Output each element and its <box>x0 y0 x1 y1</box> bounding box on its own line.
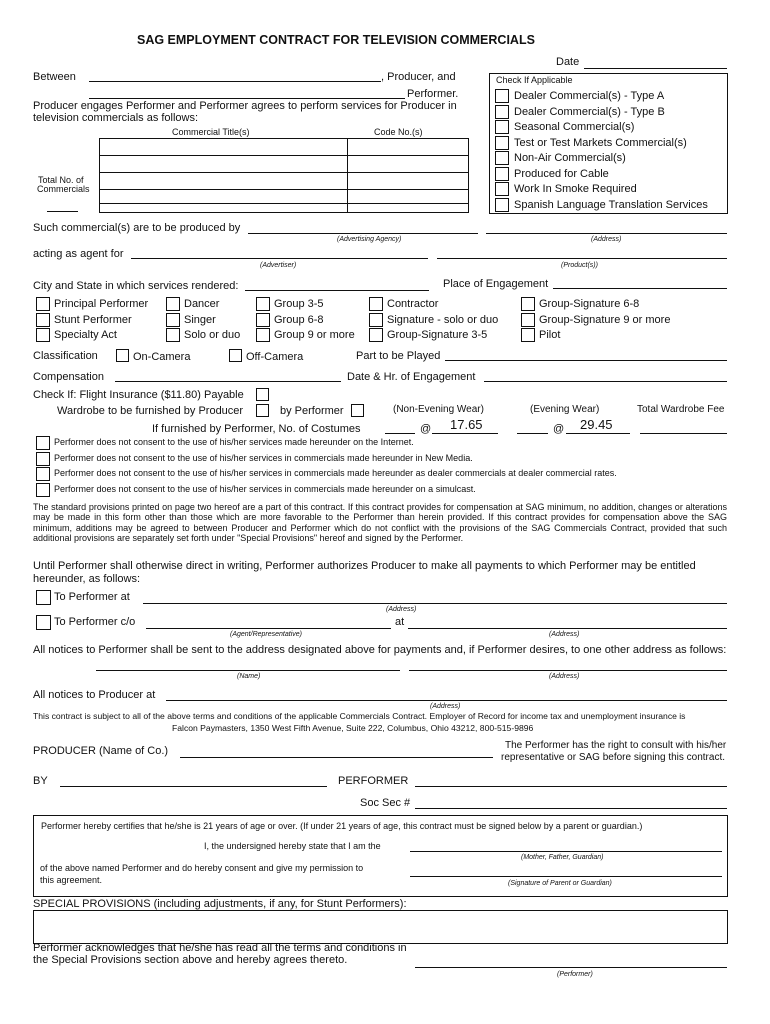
engages-line-1: Producer engages Performer and Performer agrees to perform services for Producer in <box>33 100 457 112</box>
payments-text: Until Performer shall otherwise direct in writing, Performer authorizes Producer to make all payments to which Performer may be entitled hereunder, as follows: <box>33 560 696 585</box>
on-camera-checkbox[interactable] <box>116 349 129 362</box>
name-caption: (Name) <box>237 673 261 680</box>
consent-label: Performer does not consent to the use of his/her services in commercials made hereunder in New Media. <box>54 452 473 463</box>
agent-address-field[interactable] <box>408 628 727 629</box>
special-provisions-field[interactable] <box>33 910 728 944</box>
notices-performer-text: All notices to Performer shall be sent to the address designated above for payments and, if Performer desires, to one other address as follows: <box>33 644 727 656</box>
city-label: City and State in which services rendered: <box>33 280 239 292</box>
soc-sec-field[interactable] <box>415 808 727 809</box>
category-checkbox[interactable] <box>369 328 383 342</box>
city-field[interactable] <box>245 290 429 291</box>
applicable-checkbox[interactable] <box>495 167 509 181</box>
applicable-label: Produced for Cable <box>514 167 609 180</box>
category-checkbox[interactable] <box>166 328 180 342</box>
address-caption-2: (Address) <box>549 631 580 638</box>
total-wardrobe-fee-label: Total Wardrobe Fee <box>637 404 725 415</box>
applicable-label: Non-Air Commercial(s) <box>514 152 626 164</box>
evening-rate: 29.45 <box>580 417 613 432</box>
to-performer-label: To Performer at <box>54 591 130 603</box>
notice-address-field[interactable] <box>409 670 727 671</box>
consent-checkbox[interactable] <box>36 452 50 466</box>
total-commercials-label-2: Commercials <box>37 184 90 194</box>
applicable-label: Dealer Commercial(s) - Type A <box>514 90 665 102</box>
soc-sec-label: Soc Sec # <box>360 797 411 809</box>
category-label: Group 6-8 <box>274 313 324 326</box>
date-hr-label: Date & Hr. of Engagement <box>347 371 476 383</box>
costumes-count-field[interactable] <box>385 433 415 434</box>
category-label: Group 3-5 <box>274 298 324 310</box>
category-label: Group-Signature 3-5 <box>387 329 488 341</box>
date-label: Date <box>556 56 580 68</box>
producer-name-label: PRODUCER (Name of Co.) <box>33 745 169 757</box>
category-checkbox[interactable] <box>36 328 50 342</box>
category-checkbox[interactable] <box>521 297 535 311</box>
evening-label: (Evening Wear) <box>530 404 600 415</box>
compensation-label: Compensation <box>33 371 104 383</box>
applicable-label: Work In Smoke Required <box>514 183 637 195</box>
to-performer-co-label: To Performer c/o <box>54 616 136 628</box>
non-evening-rate: 17.65 <box>450 417 483 432</box>
consent-text-2: this agreement. <box>40 875 103 885</box>
category-checkbox[interactable] <box>36 297 50 311</box>
address-caption-4: (Address) <box>430 703 461 710</box>
category-checkbox[interactable] <box>166 313 180 327</box>
agent-field[interactable] <box>146 628 391 629</box>
at-label: at <box>395 616 405 628</box>
applicable-checkbox[interactable] <box>495 151 509 165</box>
address-caption-1: (Address) <box>386 606 417 613</box>
producer-name-field[interactable] <box>180 757 493 758</box>
titles-table <box>99 138 469 213</box>
guardian-signature-caption: (Signature of Parent or Guardian) <box>508 880 612 887</box>
applicable-checkbox[interactable] <box>495 120 509 134</box>
subject-text-2: Falcon Paymasters, 1350 West Fifth Avenue, Suite 222, Columbus, Ohio 43212, 800-515-9896 <box>172 723 534 733</box>
agent-for-label: acting as agent for <box>33 248 124 260</box>
applicable-label: Spanish Language Translation Services <box>514 198 708 211</box>
acknowledge-text-1: Performer acknowledges that he/she has read all the terms and conditions in <box>33 942 407 954</box>
category-checkbox[interactable] <box>166 297 180 311</box>
to-performer-checkbox[interactable] <box>36 590 51 605</box>
consult-text-2: representative or SAG before signing this contract. <box>501 752 726 763</box>
flight-insurance-checkbox[interactable] <box>256 388 269 401</box>
consent-text-1: of the above named Performer and do hereby consent and give my permission to <box>40 863 364 873</box>
agency-field[interactable] <box>248 233 478 234</box>
part-played-field[interactable] <box>445 360 727 361</box>
costumes-label: If furnished by Performer, No. of Costumes <box>152 423 361 435</box>
notices-producer-label: All notices to Producer at <box>33 689 156 701</box>
place-field[interactable] <box>553 288 727 289</box>
advertiser-field[interactable] <box>131 258 428 259</box>
titles-column-header: Commercial Title(s) <box>172 127 250 137</box>
category-label: Group-Signature 9 or more <box>539 313 671 326</box>
guardian-signature-field[interactable] <box>410 876 722 877</box>
applicable-checkbox[interactable] <box>495 89 509 103</box>
category-label: Dancer <box>184 298 220 310</box>
category-checkbox[interactable] <box>521 313 535 327</box>
applicable-label: Test or Test Markets Commercial(s) <box>514 136 687 149</box>
consult-text-1: The Performer has the right to consult with his/her <box>505 740 727 751</box>
wardrobe-producer-label: Wardrobe to be furnished by Producer <box>57 405 244 417</box>
performer-signature-label: PERFORMER <box>338 775 409 787</box>
category-label: Principal Performer <box>54 298 149 310</box>
applicable-checkbox[interactable] <box>495 136 509 150</box>
products-field[interactable] <box>437 258 727 259</box>
page-title: SAG EMPLOYMENT CONTRACT FOR TELEVISION COMMERCIALS <box>137 33 535 47</box>
acknowledge-text-2: the Special Provisions section above and hereby agrees thereto. <box>33 954 348 966</box>
special-provisions-label: SPECIAL PROVISIONS (including adjustments, if any, for Stunt Performers): <box>33 898 407 910</box>
agency-caption: (Advertising Agency) <box>337 236 402 243</box>
certify-text: Performer hereby certifies that he/she is 21 years of age or over. (If under 21 years of age, this contract must be signed below by a parent or guardian.) <box>41 821 643 831</box>
consent-checkbox[interactable] <box>36 467 50 481</box>
off-camera-checkbox[interactable] <box>229 349 242 362</box>
performer-acknowledge-field[interactable] <box>415 967 727 968</box>
undersigned-text: I, the undersigned hereby state that I am the <box>204 841 381 851</box>
producer-field[interactable] <box>89 81 381 82</box>
performer-caption: (Performer) <box>557 971 593 978</box>
subject-text-1: This contract is subject to all of the above terms and conditions of the applicable Commercials Contract. Employer of Record for income tax and unemployment insurance is <box>33 711 686 721</box>
check-applicable-heading: Check If Applicable <box>496 75 573 85</box>
agency-address-field[interactable] <box>486 233 727 234</box>
consent-label: Performer does not consent to the use of his/her services made hereunder on the Internet. <box>54 437 414 447</box>
category-label: Group 9 or more <box>274 329 355 341</box>
category-checkbox[interactable] <box>521 328 535 342</box>
non-evening-label: (Non-Evening Wear) <box>393 404 484 415</box>
classification-label: Classification <box>33 350 98 362</box>
between-label: Between <box>33 71 76 83</box>
total-commercials-label-1: Total No. of <box>38 175 84 185</box>
producer-and-label: , Producer, and <box>381 71 456 83</box>
notice-name-field[interactable] <box>96 670 400 671</box>
applicable-label: Dealer Commercial(s) - Type B <box>514 105 665 118</box>
consent-checkbox[interactable] <box>36 436 50 450</box>
compensation-field[interactable] <box>115 381 341 382</box>
standard-provisions-text: The standard provisions printed on page two hereof are a part of this contract. If this contract provides for compensation at SAG minimum, no addition, changes or alterations may be made in this form other than those which are more favorable to the Performer than herein provided. If this contract provides for compensation above the SAG minimum, additions may be agreed to between Producer and Performer which do not conflict with the provisions of the SAG Commercials Contract, provided that such additional provisions are separately set forth under "Special Provisions" hereof and signed by the Performer. <box>33 502 727 543</box>
by-label: BY <box>33 775 48 787</box>
evening-count-field[interactable] <box>517 433 548 434</box>
relationship-field[interactable] <box>410 851 722 852</box>
category-label: Stunt Performer <box>54 313 132 326</box>
performer-signature-field[interactable] <box>415 786 727 787</box>
category-label: Solo or duo <box>184 329 241 341</box>
performer-field[interactable] <box>89 98 405 99</box>
to-performer-address-field[interactable] <box>143 603 727 604</box>
wardrobe-performer-label: by Performer <box>280 405 344 417</box>
category-label: Contractor <box>387 298 439 310</box>
agency-address-caption: (Address) <box>591 236 622 243</box>
by-signature-field[interactable] <box>60 786 327 787</box>
category-checkbox[interactable] <box>369 297 383 311</box>
total-wardrobe-fee-field[interactable] <box>640 433 727 434</box>
category-checkbox[interactable] <box>256 313 270 327</box>
wardrobe-performer-checkbox[interactable] <box>351 404 364 417</box>
engages-line-2: television commercials as follows: <box>33 112 199 124</box>
off-camera-label: Off-Camera <box>246 351 304 363</box>
on-camera-label: On-Camera <box>133 351 191 363</box>
applicable-label: Seasonal Commercial(s) <box>514 121 635 133</box>
to-performer-co-checkbox[interactable] <box>36 615 51 630</box>
consent-label: Performer does not consent to the use of his/her services in commercials made hereunder as dealer commercials at dealer commercial rates. <box>54 468 617 478</box>
flight-insurance-label: Check If: Flight Insurance ($11.80) Payable <box>33 389 244 401</box>
category-label: Singer <box>184 313 216 326</box>
category-label: Group-Signature 6-8 <box>539 298 640 310</box>
producer-notice-field[interactable] <box>166 700 727 701</box>
total-commercials-field[interactable] <box>47 211 78 212</box>
category-checkbox[interactable] <box>36 313 50 327</box>
category-label: Specialty Act <box>54 329 117 341</box>
place-label: Place of Engagement <box>443 278 549 290</box>
non-evening-rate-field[interactable] <box>432 433 498 434</box>
category-checkbox[interactable] <box>256 297 270 311</box>
date-hr-field[interactable] <box>484 381 727 382</box>
agent-caption: (Agent/Representative) <box>230 631 302 638</box>
address-caption-3: (Address) <box>549 673 580 680</box>
category-checkbox[interactable] <box>256 328 270 342</box>
consent-checkbox[interactable] <box>36 483 50 497</box>
performer-label: Performer. <box>407 88 459 100</box>
date-field[interactable] <box>584 68 727 69</box>
applicable-checkbox[interactable] <box>495 198 509 212</box>
evening-rate-field[interactable] <box>566 433 630 434</box>
relationship-caption: (Mother, Father, Guardian) <box>521 854 604 861</box>
applicable-checkbox[interactable] <box>495 105 509 119</box>
part-played-label: Part to be Played <box>356 350 441 362</box>
products-caption: (Product(s)) <box>561 262 598 269</box>
consent-label: Performer does not consent to the use of his/her services in commercials made hereunder on a simulcast. <box>54 483 476 494</box>
advertiser-caption: (Advertiser) <box>260 262 297 269</box>
code-column-header: Code No.(s) <box>374 127 423 137</box>
category-label: Signature - solo or duo <box>387 313 499 326</box>
wardrobe-producer-checkbox[interactable] <box>256 404 269 417</box>
produced-by-label: Such commercial(s) are to be produced by <box>33 222 241 234</box>
non-evening-at: @ <box>420 423 432 435</box>
evening-at: @ <box>553 423 565 435</box>
applicable-checkbox[interactable] <box>495 182 509 196</box>
category-label: Pilot <box>539 329 561 341</box>
category-checkbox[interactable] <box>369 313 383 327</box>
